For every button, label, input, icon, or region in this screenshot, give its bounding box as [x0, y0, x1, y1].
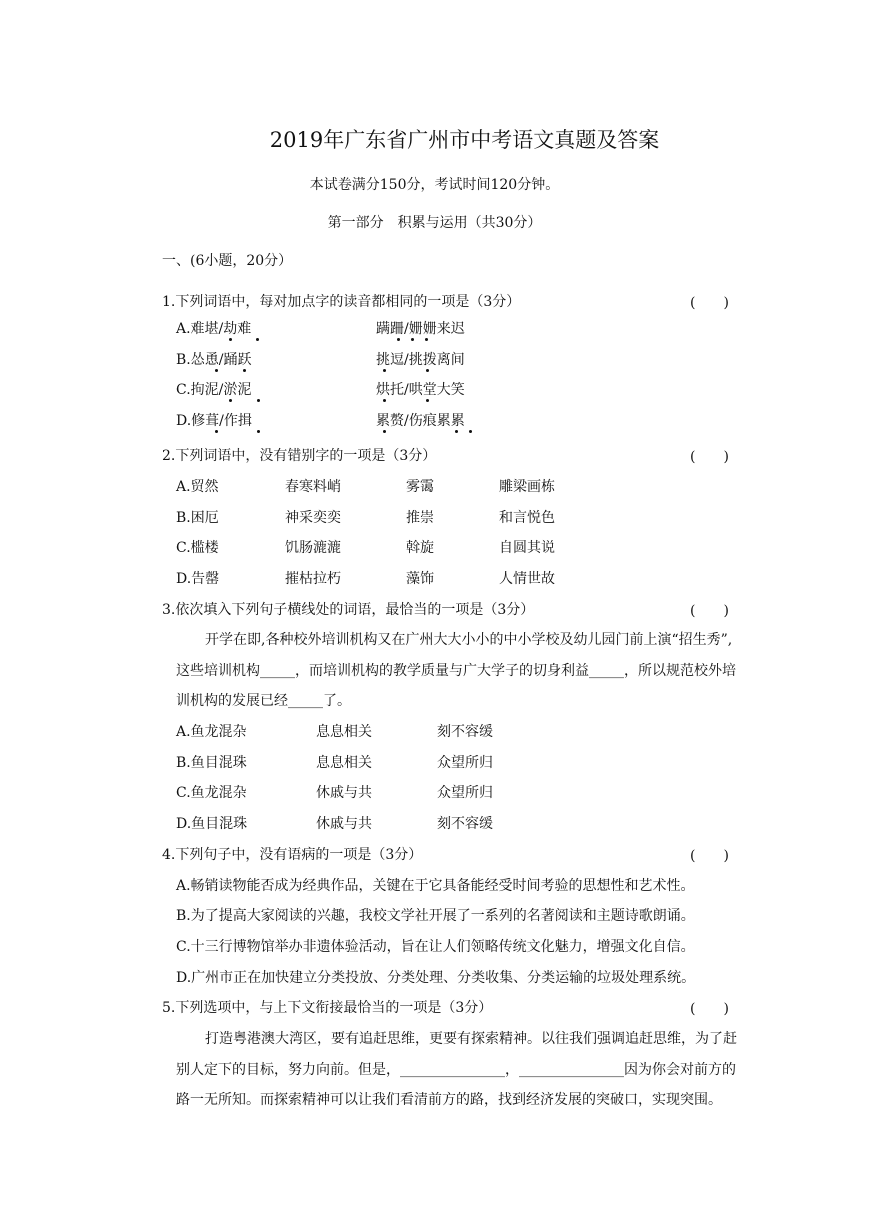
- q3-option-c-2: 休戚与共: [316, 785, 372, 801]
- q3-option-b-2: 息息相关: [316, 755, 372, 771]
- q1-option-c-1: C.拘泥/淤泥: [176, 382, 252, 398]
- q3-stem: 3.依次填入下列句子横线处的词语，最恰当的一项是（3分）: [162, 602, 535, 618]
- q2-option-c-3: 斡旋: [406, 540, 434, 556]
- q2-stem: 2.下列词语中，没有错别字的一项是（3分）: [162, 448, 437, 464]
- emphasis-dot: [455, 430, 458, 433]
- q4-answer-blank: ( ): [690, 848, 729, 864]
- q1-option-a-1: A.难堪/劫难: [176, 321, 252, 337]
- page-title: 2019年广东省广州市中考语文真题及答案: [269, 128, 660, 152]
- emphasis-dot: [383, 369, 386, 372]
- q1-answer-blank: ( ): [690, 295, 729, 311]
- exam-subtitle: 本试卷满分150分，考试时间120分钟。: [309, 177, 560, 193]
- q2-option-a-1: A.贸然: [176, 479, 219, 495]
- emphasis-dot: [383, 430, 386, 433]
- q3-option-c-3: 众望所归: [437, 785, 493, 801]
- q2-option-c-4: 自圆其说: [499, 540, 555, 556]
- q4-stem: 4.下列句子中，没有语病的一项是（3分）: [162, 847, 423, 863]
- q3-passage-line-3: 训机构的发展已经_____了。: [176, 693, 351, 709]
- q2-option-a-2: 春寒料峭: [285, 479, 341, 495]
- emphasis-dot: [229, 399, 232, 402]
- q2-option-d-2: 摧枯拉朽: [285, 571, 341, 587]
- q3-passage-line-1: 开学在即,各种校外培训机构又在广州大大小小的中小学校及幼儿园门前上演“招生秀”,: [205, 632, 733, 648]
- q2-answer-blank: ( ): [690, 449, 729, 465]
- q1-option-b-1: B.怂恿/踊跃: [176, 352, 252, 368]
- q3-answer-blank: ( ): [690, 603, 729, 619]
- q2-option-c-1: C.槛楼: [176, 540, 219, 556]
- q3-option-d-1: D.鱼目混珠: [176, 816, 248, 832]
- q3-passage-line-2: 这些培训机构_____，而培训机构的教学质量与广大学子的切身利益_____，所以规范校外培: [176, 663, 736, 679]
- q1-option-c-2: 烘托/哄堂大笑: [376, 382, 465, 398]
- q4-option-b: B.为了提高大家阅读的兴趣，我校文学社开展了一系列的名著阅读和主题诗歌朗诵。: [176, 908, 695, 924]
- emphasis-dot: [426, 399, 429, 402]
- q1-option-a-2: 蹒跚/姗姗来迟: [376, 321, 465, 337]
- emphasis-dot: [215, 369, 218, 372]
- emphasis-dot: [469, 430, 472, 433]
- q1-option-d-1: D.修葺/作揖: [176, 413, 252, 429]
- q2-option-a-3: 雾霭: [406, 479, 434, 495]
- q5-answer-blank: ( ): [690, 1001, 729, 1017]
- q3-option-b-1: B.鱼目混珠: [176, 755, 247, 771]
- q2-option-b-4: 和言悦色: [499, 510, 555, 526]
- q2-option-b-2: 神采奕奕: [285, 510, 341, 526]
- q3-option-b-3: 众望所归: [437, 755, 493, 771]
- q3-option-a-2: 息息相关: [316, 724, 372, 740]
- q3-option-d-2: 休戚与共: [316, 816, 372, 832]
- q4-option-c: C.十三行博物馆举办非遗体验活动，旨在让人们领略传统文化魅力，增强文化自信。: [176, 939, 695, 955]
- q2-option-d-3: 藻饰: [406, 571, 434, 587]
- emphasis-dot: [229, 338, 232, 341]
- q4-option-d: D.广州市正在加快建立分类投放、分类处理、分类收集、分类运输的垃圾处理系统。: [176, 970, 696, 986]
- q3-option-a-1: A.鱼龙混杂: [176, 724, 247, 740]
- q2-option-a-4: 雕梁画栋: [499, 479, 555, 495]
- emphasis-dot: [243, 369, 246, 372]
- emphasis-dot: [215, 430, 218, 433]
- emphasis-dot: [425, 338, 428, 341]
- q1-option-b-2: 挑逗/挑拨离间: [376, 352, 465, 368]
- q1-stem: 1.下列词语中，每对加点字的读音都相同的一项是（3分）: [162, 294, 521, 310]
- q5-passage-line-2: 别人定下的目标，努力向前。但是，_______________，_______________因为你会对前方的: [176, 1062, 736, 1078]
- q2-option-b-3: 推崇: [406, 510, 434, 526]
- q5-passage-line-1: 打造粤港澳大湾区，要有追赶思维，更要有探索精神。以往我们强调追赶思维，为了赶: [205, 1031, 737, 1047]
- q3-option-c-1: C.鱼龙混杂: [176, 785, 247, 801]
- q2-option-d-4: 人情世故: [499, 571, 555, 587]
- section-heading: 一、(6小题，20分）: [162, 253, 293, 269]
- emphasis-dot: [397, 338, 400, 341]
- q4-option-a: A.畅销读物能否成为经典作品，关键在于它具备能经受时间考验的思想性和艺术性。: [176, 878, 695, 894]
- q2-option-c-2: 饥肠漉漉: [285, 540, 341, 556]
- q2-option-d-1: D.告罄: [176, 571, 220, 587]
- q5-stem: 5.下列选项中，与上下文衔接最恰当的一项是（3分）: [162, 1000, 493, 1016]
- emphasis-dot: [256, 338, 259, 341]
- emphasis-dot: [426, 369, 429, 372]
- q3-option-d-3: 刻不容缓: [437, 816, 493, 832]
- emphasis-dot: [383, 399, 386, 402]
- q2-option-b-1: B.困厄: [176, 510, 219, 526]
- q3-option-a-3: 刻不容缓: [437, 724, 493, 740]
- emphasis-dot: [411, 338, 414, 341]
- q1-option-d-2: 累赘/伤痕累累: [376, 413, 465, 429]
- part-heading: 第一部分 积累与运用（共30分）: [327, 215, 542, 231]
- emphasis-dot: [257, 430, 260, 433]
- q5-passage-line-3: 路一无所知。而探索精神可以让我们看清前方的路，找到经济发展的突破口，实现突围。: [176, 1092, 722, 1108]
- emphasis-dot: [257, 399, 260, 402]
